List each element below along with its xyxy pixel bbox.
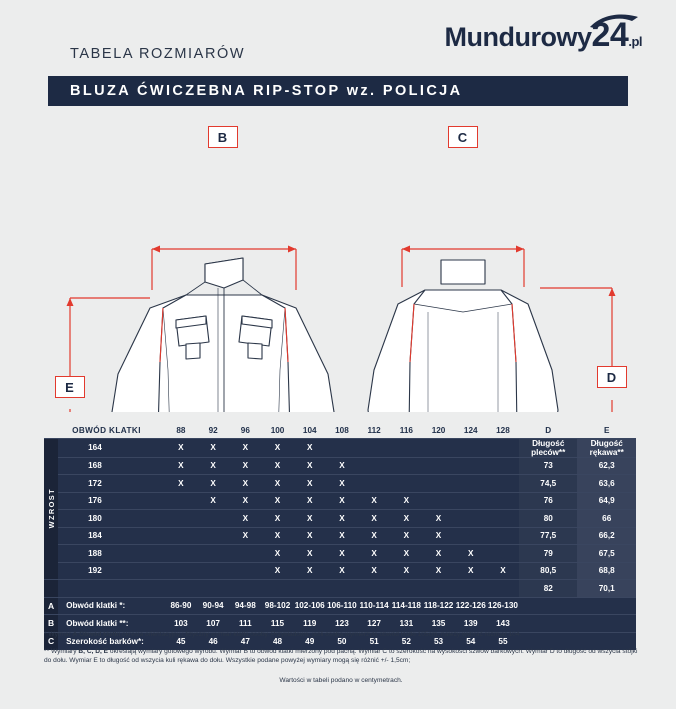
- cell-mark: X: [197, 492, 229, 510]
- cell-empty: [487, 492, 519, 510]
- cell-empty: [197, 527, 229, 545]
- cell-empty: [165, 580, 197, 598]
- footnote-3: Wartości w tabeli podano w centymetrach.: [279, 676, 403, 684]
- measure-c-10: 54: [455, 632, 487, 650]
- cell-d: 76: [519, 492, 577, 510]
- cell-mark: X: [229, 510, 261, 528]
- cell-empty: [422, 492, 454, 510]
- footnotes: [44, 630, 638, 692]
- cell-mark: X: [390, 527, 422, 545]
- cell-height: 184: [58, 527, 165, 545]
- cell-empty: [422, 475, 454, 493]
- measure-c-2: 46: [197, 632, 229, 650]
- cell-empty: [455, 580, 487, 598]
- cell-empty: [487, 545, 519, 563]
- table-row: [44, 510, 636, 528]
- cell-mark: X: [197, 438, 229, 457]
- cell-empty: [487, 580, 519, 598]
- col-size-104: 104: [294, 424, 326, 438]
- cell-d: 80,5: [519, 562, 577, 580]
- measure-c-9: 53: [422, 632, 454, 650]
- cell-empty: [422, 438, 454, 457]
- cell-mark: X: [326, 475, 358, 493]
- cell-e-header: Długość rękawa**: [577, 438, 636, 457]
- cell-height: 172: [58, 475, 165, 493]
- cell-empty: [455, 510, 487, 528]
- cell-mark: X: [294, 562, 326, 580]
- measure-c-7: 51: [358, 632, 390, 650]
- cell-empty: [326, 438, 358, 457]
- table-row: [44, 475, 636, 493]
- cell-height: 164: [58, 438, 165, 457]
- col-size-124: 124: [455, 424, 487, 438]
- measure-b-3: 111: [229, 615, 261, 633]
- cell-empty: [294, 580, 326, 598]
- cell-empty: [261, 580, 293, 598]
- table-row: [44, 562, 636, 580]
- cell-mark: X: [197, 475, 229, 493]
- cell-d: 82: [519, 580, 577, 598]
- measure-name-b: Obwód klatki **:: [58, 615, 165, 633]
- measure-a-1: 86-90: [165, 597, 197, 615]
- cell-mark: X: [390, 562, 422, 580]
- footnote-2: ** Wymiary B, C, D, E określają wymiary gotowego wyrobu. Wymiar B to obwód klatki mierzony pod pachą. Wymiar C to szerokość na wysokości szwów barkowych. Wymiar D to długość od wszycia stójki do dołu. Wymiar E to długość od wszycia kuli rękawa do dołu. Wszystkie podane powyżej wymiary mogą się różnić +/- 1,5cm;: [44, 647, 638, 665]
- cell-empty: [165, 510, 197, 528]
- cell-height: 168: [58, 457, 165, 475]
- cell-mark: X: [390, 492, 422, 510]
- cell-empty: [390, 438, 422, 457]
- measure-a-11: 126-130: [487, 597, 519, 615]
- dimension-label-e: E: [55, 376, 85, 398]
- cell-mark: X: [261, 475, 293, 493]
- col-chest-label: OBWÓD KLATKI: [58, 424, 165, 438]
- brand-tld: .pl: [628, 34, 642, 49]
- col-size-112: 112: [358, 424, 390, 438]
- cell-empty: [487, 457, 519, 475]
- cell-empty: [422, 457, 454, 475]
- cell-empty: [390, 580, 422, 598]
- cell-empty: [487, 438, 519, 457]
- cell-empty: [358, 457, 390, 475]
- cell-mark: X: [261, 562, 293, 580]
- cell-empty: [229, 545, 261, 563]
- cell-mark: X: [165, 475, 197, 493]
- measure-a-5: 102-106: [294, 597, 326, 615]
- measure-b-4: 115: [261, 615, 293, 633]
- cell-mark: X: [358, 562, 390, 580]
- cell-empty: [197, 580, 229, 598]
- cell-empty: [358, 475, 390, 493]
- cell-d: 77,5: [519, 527, 577, 545]
- cell-mark: X: [358, 492, 390, 510]
- cell-d-header: Długość pleców**: [519, 438, 577, 457]
- measure-a-9: 118-122: [422, 597, 454, 615]
- cell-mark: X: [326, 545, 358, 563]
- cell-mark: X: [326, 492, 358, 510]
- cell-empty: [165, 492, 197, 510]
- measure-key-a: A: [44, 597, 58, 615]
- row-group-label: WZROST: [44, 438, 58, 580]
- measure-key-b: B: [44, 615, 58, 633]
- col-size-108: 108: [326, 424, 358, 438]
- cell-e: 63,6: [577, 475, 636, 493]
- cell-empty: [455, 492, 487, 510]
- measure-a-7: 110-114: [358, 597, 390, 615]
- cell-d: 80: [519, 510, 577, 528]
- cell-e: 70,1: [577, 580, 636, 598]
- cell-mark: X: [294, 475, 326, 493]
- cell-empty: [358, 580, 390, 598]
- cell-d: 74,5: [519, 475, 577, 493]
- cell-empty: [197, 510, 229, 528]
- cell-mark: X: [294, 510, 326, 528]
- brand-name-1: Mundurowy: [444, 22, 592, 52]
- cell-empty: [358, 438, 390, 457]
- row-group-spacer: [44, 580, 58, 598]
- swoosh-icon: [588, 12, 640, 30]
- measure-a-4: 98-102: [261, 597, 293, 615]
- cell-mark: X: [229, 457, 261, 475]
- cell-e: 67,5: [577, 545, 636, 563]
- cell-mark: X: [261, 527, 293, 545]
- cell-mark: X: [326, 510, 358, 528]
- cell-mark: X: [390, 545, 422, 563]
- cell-mark: X: [358, 527, 390, 545]
- col-size-96: 96: [229, 424, 261, 438]
- measure-b-11: 143: [487, 615, 519, 633]
- brand-name-2: 24: [591, 16, 629, 54]
- measure-name-a: Obwód klatki *:: [58, 597, 165, 615]
- cell-mark: X: [455, 545, 487, 563]
- cell-mark: X: [358, 510, 390, 528]
- col-size-120: 120: [422, 424, 454, 438]
- table-row: [44, 545, 636, 563]
- table-row: [44, 527, 636, 545]
- cell-mark: X: [422, 562, 454, 580]
- col-size-116: 116: [390, 424, 422, 438]
- cell-empty: [422, 580, 454, 598]
- cell-mark: X: [422, 527, 454, 545]
- cell-mark: X: [229, 527, 261, 545]
- cell-mark: X: [294, 527, 326, 545]
- measure-c-6: 50: [326, 632, 358, 650]
- cell-mark: X: [422, 510, 454, 528]
- cell-empty: [58, 580, 165, 598]
- cell-mark: X: [326, 562, 358, 580]
- measure-a-8: 114-118: [390, 597, 422, 615]
- cell-empty: [197, 562, 229, 580]
- page-subtitle: TABELA ROZMIARÓW: [70, 46, 246, 62]
- col-size-88: 88: [165, 424, 197, 438]
- col-e-letter: E: [577, 424, 636, 438]
- table-row: [44, 438, 636, 457]
- cell-mark: X: [197, 457, 229, 475]
- cell-empty: [165, 562, 197, 580]
- cell-empty: [229, 580, 261, 598]
- measure-b-9: 135: [422, 615, 454, 633]
- cell-mark: X: [261, 492, 293, 510]
- cell-e: 64,9: [577, 492, 636, 510]
- measure-c-1: 45: [165, 632, 197, 650]
- cell-mark: X: [294, 492, 326, 510]
- cell-mark: X: [358, 545, 390, 563]
- cell-empty: [455, 457, 487, 475]
- cell-empty: [487, 527, 519, 545]
- measure-a-2: 90-94: [197, 597, 229, 615]
- measure-b-10: 139: [455, 615, 487, 633]
- col-size-100: 100: [261, 424, 293, 438]
- cell-mark: X: [261, 510, 293, 528]
- measure-c-4: 48: [261, 632, 293, 650]
- measure-c-5: 49: [294, 632, 326, 650]
- cell-empty: [487, 510, 519, 528]
- measure-c-11: 55: [487, 632, 519, 650]
- measure-a-3: 94-98: [229, 597, 261, 615]
- cell-mark: X: [261, 438, 293, 457]
- measure-b-6: 123: [326, 615, 358, 633]
- table-head-row: [44, 424, 636, 438]
- footnote-1: * Wymiar A Obwód klatki określa orientacyjny i fizyczny wymiar klatki osoby. Przykładowo, jeśli osoba wymierzyła obwód klatki 105cm, należy wybrać rozmiar 104.: [44, 631, 522, 638]
- cell-empty: [326, 580, 358, 598]
- cell-height: 180: [58, 510, 165, 528]
- cell-height: 176: [58, 492, 165, 510]
- cell-e: 68,8: [577, 562, 636, 580]
- size-table-grid: [44, 424, 636, 650]
- cell-mark: X: [487, 562, 519, 580]
- cell-mark: X: [261, 457, 293, 475]
- cell-empty: [165, 527, 197, 545]
- cell-mark: X: [229, 438, 261, 457]
- cell-empty: [390, 457, 422, 475]
- cell-mark: X: [390, 510, 422, 528]
- cell-d: 79: [519, 545, 577, 563]
- cell-e: 66: [577, 510, 636, 528]
- cell-empty: [519, 597, 577, 615]
- measure-c-8: 52: [390, 632, 422, 650]
- measure-a-6: 106-110: [326, 597, 358, 615]
- measure-key-c: C: [44, 632, 58, 650]
- cell-mark: X: [229, 492, 261, 510]
- measure-row-a: [44, 597, 636, 615]
- measure-b-2: 107: [197, 615, 229, 633]
- table-row: [44, 457, 636, 475]
- measure-b-1: 103: [165, 615, 197, 633]
- cell-mark: X: [326, 527, 358, 545]
- measure-b-8: 131: [390, 615, 422, 633]
- garment-technical-drawing: [0, 112, 676, 412]
- cell-mark: X: [422, 545, 454, 563]
- cell-mark: X: [294, 457, 326, 475]
- cell-height: 192: [58, 562, 165, 580]
- page-title: BLUZA ĆWICZEBNA RIP-STOP wz. POLICJA: [48, 76, 628, 106]
- cell-empty: [197, 545, 229, 563]
- cell-d: 73: [519, 457, 577, 475]
- cell-e: 62,3: [577, 457, 636, 475]
- cell-mark: X: [326, 457, 358, 475]
- cell-empty: [390, 475, 422, 493]
- cell-mark: X: [294, 545, 326, 563]
- cell-empty: [577, 597, 636, 615]
- table-row-last-d-e: [44, 580, 636, 598]
- dimension-label-b: B: [208, 126, 238, 148]
- cell-empty: [487, 475, 519, 493]
- col-size-92: 92: [197, 424, 229, 438]
- cell-mark: X: [261, 545, 293, 563]
- cell-mark: X: [455, 562, 487, 580]
- cell-empty: [455, 527, 487, 545]
- table-row: [44, 492, 636, 510]
- cell-height: 188: [58, 545, 165, 563]
- garment-diagram: [0, 112, 676, 412]
- cell-mark: X: [294, 438, 326, 457]
- measure-c-3: 47: [229, 632, 261, 650]
- measure-b-7: 127: [358, 615, 390, 633]
- measure-b-5: 119: [294, 615, 326, 633]
- dimension-label-c: C: [448, 126, 478, 148]
- cell-empty: [455, 475, 487, 493]
- cell-mark: X: [229, 475, 261, 493]
- measure-name-c: Szerokość barków*:: [58, 632, 165, 650]
- cell-mark: X: [165, 457, 197, 475]
- cell-empty: [165, 545, 197, 563]
- cell-empty: [229, 562, 261, 580]
- cell-empty: [455, 438, 487, 457]
- col-size-128: 128: [487, 424, 519, 438]
- cell-e: 66,2: [577, 527, 636, 545]
- col-d-letter: D: [519, 424, 577, 438]
- size-table: [44, 424, 636, 650]
- measure-a-10: 122-126: [455, 597, 487, 615]
- dimension-label-d: D: [597, 366, 627, 388]
- cell-mark: X: [165, 438, 197, 457]
